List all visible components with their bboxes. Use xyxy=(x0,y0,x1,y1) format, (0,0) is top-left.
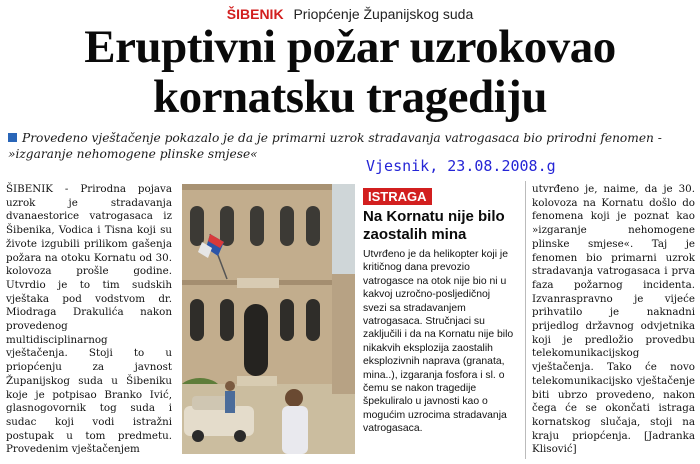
court-building-photo xyxy=(182,184,355,454)
column-divider xyxy=(525,181,526,459)
headline-line-2: kornatsku tragediju xyxy=(153,71,547,123)
lead-text: Provedeno vještačenje pokazalo je da je primarni uzrok stradavanja vatrogasaca bio prirodni fenomen - »izgaranje nehomogene plinske smjese« xyxy=(8,131,662,161)
article-column-right: utvrđeno je, naime, da je 30. kolovoza na Kornatu došlo do fenomena koji je poznat kao »izgaranje nehomogene plinske smjese«. Taj je fenomen bio primarni uzrok stradavanja vatrogasaca i prva faza požarnog incidenta. Izvanraspravno je vijeće prihvatilo je naknadni prijedlog državnog odvjetnika koji je predložio provedbu telekomunikacijskog vještačenja. Tako će novo telekomunikacijsko vještačenje biti ubrzo provedeno, nakon čega će se okončati istraga kornatskog slučaja, stoji na kraju priopćenja. [Jadranka Klisović] xyxy=(532,183,695,456)
date-stamp: Vjesnik, 23.08.2008.g xyxy=(366,157,556,175)
kicker-place: ŠIBENIK xyxy=(226,6,284,22)
headline-line-1: Eruptivni požar uzrokovao xyxy=(84,21,616,73)
sidebar-box xyxy=(363,186,516,436)
lead-paragraph xyxy=(8,130,688,162)
section-kicker xyxy=(0,6,700,22)
sidebar-title: Na Kornatu nije bilo zaostalih mina xyxy=(363,208,505,243)
kicker-source: Priopćenje Županijskog suda xyxy=(293,6,474,22)
article-column-left: ŠIBENIK - Prirodna pojava uzrok je stradavanja dvanaestorice vatrogasaca iz Šibenika, Vodica i Tisna koji su živote izgubili prilikom gašenja požara na otoku Kornatu od 30. kolovoza prošle godine. Utvrdio je to tim sudskih vještaka pod vodstvom dr. Miodraga Drakulića nakon provedenog multidisciplinarnog vještačenja. Stoji to u priopćenju za javnost Županijskog suda u Šibeniku koje je potpisao Branko Ivić, glasnogovornik tog suda i sudac koji vodi istražni postupak u tom predmetu. Provedenim vještačenjem xyxy=(6,183,172,456)
square-bullet-icon xyxy=(8,133,17,142)
sidebar-tag: ISTRAGA xyxy=(363,188,432,205)
sidebar-text: Utvrđeno je da helikopter koji je kritičnog dana prevozio vatrogasce na otok nije bio ni u kakvoj uzročno-posljedičnoj svezi sa stradavanjem vatrogasaca. Stručnjaci su zaključili i da na Kornatu nije bilo nikakvih eksplozija zaostalih eksplozivnih naprava (granata, mina..), izgaranja fosfora i sl. o čemu se nakon tragedije špekuliralo u javnosti kao o mogućim uzrocima stradavanja vatrogasaca. xyxy=(363,249,514,435)
headline xyxy=(0,22,700,122)
